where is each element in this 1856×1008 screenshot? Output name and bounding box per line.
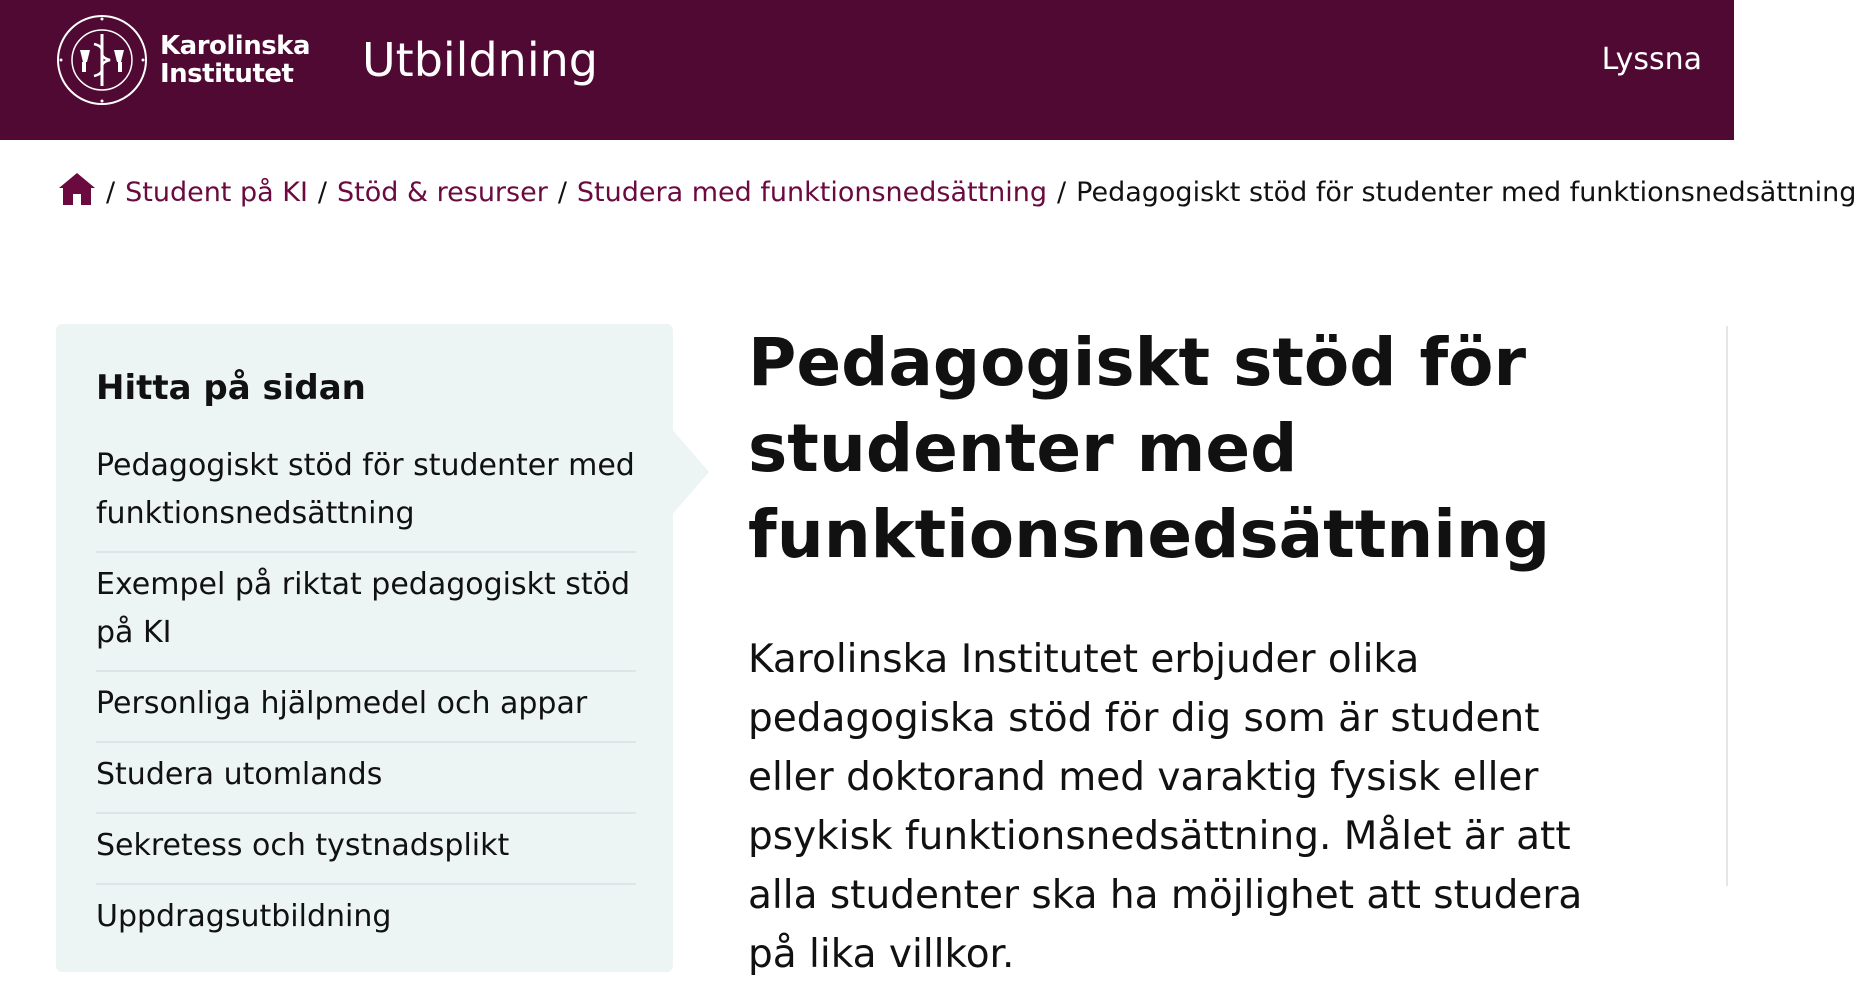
toc-link-examples[interactable]: Exempel på riktat pedagogiskt stöd på KI	[96, 567, 631, 650]
toc-link-study-abroad[interactable]: Studera utomlands	[96, 757, 383, 792]
toc-link-confidentiality[interactable]: Sekretess och tystnadsplikt	[96, 828, 510, 863]
toc-item	[96, 553, 636, 672]
toc-list	[96, 434, 636, 954]
toc-item	[96, 814, 636, 885]
site-header	[0, 0, 1734, 140]
toc-item	[96, 434, 636, 553]
logo-line-1: Karolinska	[160, 31, 311, 61]
toc-link-aids-apps[interactable]: Personliga hjälpmedel och appar	[96, 686, 588, 721]
logo-line-2: Institutet	[160, 59, 294, 89]
toc-link-pedagogical-support[interactable]: Pedagogiskt stöd för studenter med funktionsnedsättning	[96, 448, 635, 531]
breadcrumb-home-link[interactable]	[58, 171, 96, 214]
breadcrumb-item-disability[interactable]: Studera med funktionsnedsättning	[576, 176, 1048, 208]
breadcrumb-item-support[interactable]: Stöd & resurser	[337, 176, 548, 208]
ki-logo-link[interactable]	[56, 12, 311, 108]
site-title[interactable]: Utbildning	[362, 33, 598, 87]
toc-pointer-arrow	[671, 428, 709, 516]
listen-button[interactable]: Lyssna	[1601, 42, 1702, 77]
breadcrumb-separator: /	[1057, 176, 1067, 208]
toc-link-contract-education[interactable]: Uppdragsutbildning	[96, 899, 392, 934]
table-of-contents	[56, 324, 673, 972]
home-icon	[58, 171, 96, 207]
lead-paragraph: Karolinska Institutet erbjuder olika pedagogiska stöd för dig som är student eller doktorand med varaktig fysisk eller psykisk funktionsnedsättning. Målet är att alla studenter ska ha möjlighet att studera på lika villkor.	[748, 637, 1583, 977]
breadcrumb-separator: /	[106, 176, 116, 208]
toc-item	[96, 672, 636, 743]
logo-wordmark	[160, 32, 310, 88]
toc-item	[96, 885, 636, 954]
toc-title: Hitta på sidan	[96, 368, 366, 408]
breadcrumb-separator: /	[557, 176, 567, 208]
breadcrumb	[58, 170, 1856, 214]
page-title: Pedagogiskt stöd för studenter med funktionsnedsättning	[748, 324, 1551, 573]
toc-item	[96, 743, 636, 814]
breadcrumb-current: Pedagogiskt stöd för studenter med funktionsnedsättning	[1076, 176, 1856, 208]
ki-seal-icon	[56, 14, 148, 106]
breadcrumb-separator: /	[317, 176, 328, 208]
breadcrumb-item-student[interactable]: Student på KI	[125, 176, 308, 208]
right-sidebar-edge	[1726, 326, 1736, 886]
